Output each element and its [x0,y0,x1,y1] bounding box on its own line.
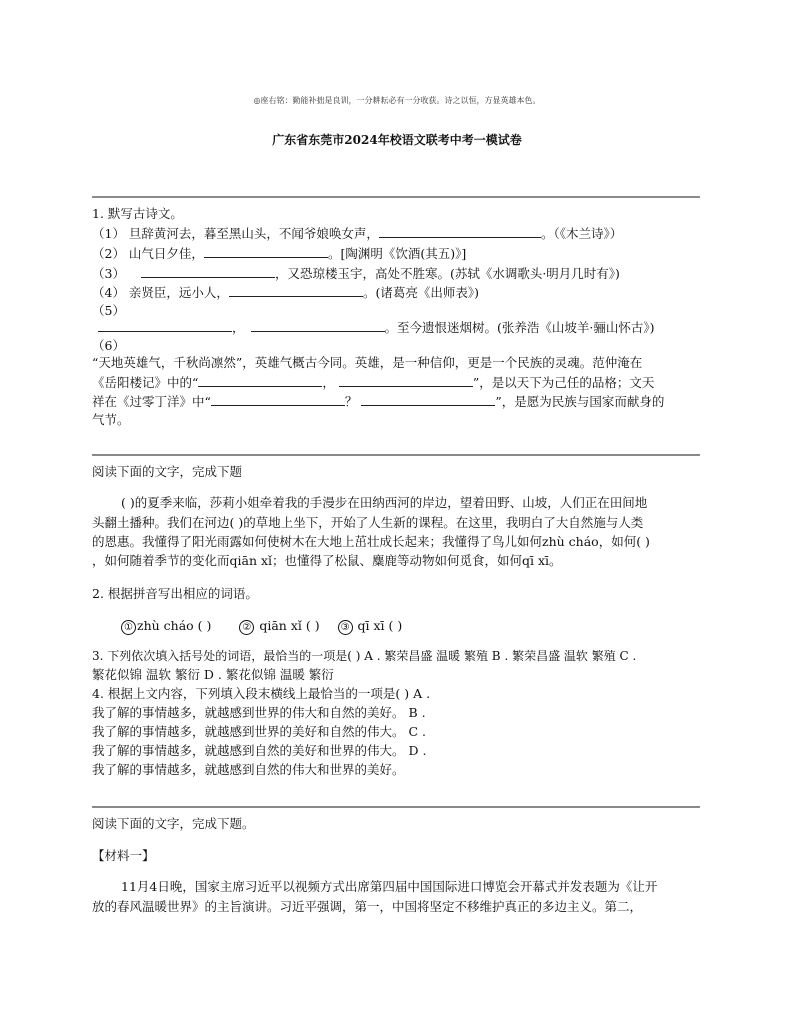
reading1-paragraph-line: ( )的夏季来临，莎莉小姐牵着我的手漫步在田纳西河的岸边，望着田野、山坡，人们正在田间地 [121,495,648,510]
q4-option[interactable]: 我了解的事情越多，就越感到自然的美好和世界的伟大。 D . [92,743,427,758]
reading1-paragraph-line: 的恩惠。我懂得了阳光雨露如何使树木在大地上茁壮成长起来；我懂得了鸟儿如何zhù cháo，如何( ) [92,534,650,549]
circled-number: ② [239,620,254,635]
q1-line-7: “天地英雄气，千秋尚凛然”，英雄气概古今同。英雄，是一种信仰，更是一个民族的灵魂。范仲淹在 [92,355,643,370]
reading1-heading: 阅读下面的文字，完成下题 [92,464,243,479]
q4-option[interactable]: 我了解的事情越多，就越感到世界的伟大和自然的美好。 B . [92,705,426,720]
reading2-heading: 阅读下面的文字，完成下题。 [92,816,255,831]
q1-line-3: （3） ，又恐琼楼玉宇，高处不胜寒。(苏轼《水调歌头·明月几时有》) [92,266,620,281]
circled-number: ① [121,620,136,635]
section-divider [92,806,700,808]
q1-line-8: 《岳阳楼记》中的“ ， ”，是以天下为己任的品格；文天 [92,375,655,390]
answer-blank[interactable] [141,264,275,278]
answer-blank[interactable] [204,244,328,258]
q2-items [121,617,402,635]
circled-number: ③ [338,620,353,635]
answer-blank[interactable] [339,373,473,387]
section-divider [92,454,700,456]
q2-heading: 2. 根据拼音写出相应的词语。 [92,586,258,601]
q2-item-1[interactable]: ① zhù cháo ( ) [121,618,211,633]
q1-line-4: （4） 亲贤臣，远小人， 。(诸葛亮《出师表》) [92,285,479,300]
answer-blank[interactable] [229,283,363,297]
section-divider [92,196,700,198]
q1-line-5: ， 。至今遗恨迷烟树。(张养浩《山坡羊·骊山怀古》) [98,318,655,337]
q4-line-1: 4. 根据上文内容，下列填入段末横线上最恰当的一项是( ) A . [92,686,431,701]
q1-heading: 1. 默写古诗文。 [92,206,183,221]
q1-line-1: （1） 旦辞黄河去，暮至黑山头，不闻爷娘唤女声， 。（《木兰诗》） [92,226,623,241]
material-label: 【材料一】 [92,848,155,863]
reading1-paragraph-line: ，如何随着季节的变化而qiān xǐ；也懂得了松鼠、麋鹿等动物如何觅食，如何qī xī。 [92,553,562,568]
reading2-paragraph-line: 放的春风温暖世界》的主旨演讲。习近平强调，第一，中国将坚定不移维护真正的多边主义。第二， [92,899,643,914]
q1-line-5-label: （5） [92,303,125,318]
answer-blank[interactable] [98,318,232,332]
q2-item-3[interactable]: ③ qī xī ( ) [338,618,403,633]
answer-blank[interactable] [379,224,541,238]
answer-blank[interactable] [361,392,495,406]
q3-line-2: 繁花似锦 温软 繁衍 D . 繁花似锦 温暖 繁衍 [92,667,334,682]
q1-line-10: 气节。 [92,412,130,427]
q4-option[interactable]: 我了解的事情越多，就越感到世界的美好和自然的伟大。 C . [92,724,426,739]
q4-option[interactable]: 我了解的事情越多，就越感到自然的伟大和世界的美好。 [92,762,405,777]
q1-line-2: （2） 山气日夕佳， 。[陶渊明《饮酒(其五)》] [92,246,467,261]
page-title: 广东省东莞市2024年校语文联考中考一模试卷 [272,133,522,147]
q3-line-1: 3. 下列依次填入括号处的词语，最恰当的一项是( ) A . 繁荣昌盛 温暖 繁殖 B . 繁荣昌盛 温软 繁殖 C . [92,649,637,663]
reading1-paragraph-line: 头翻土播种。我们在河边( )的草地上坐下，开始了人生新的课程。在这里，我明白了大自然施与人类 [92,515,644,530]
reading2-paragraph-line: 11月4日晚，国家主席习近平以视频方式出席第四届中国国际进口博览会开幕式并发表题为《让开 [121,879,658,894]
q1-line-9: 祥在《过零丁洋》中“ ？ ”，是愿为民族与国家而献身的 [92,394,665,409]
header-motto: ◎座右铭：勤能补拙是良训，一分耕耘必有一分收获。诗之以恒，方显英雄本色。 [253,96,541,105]
q2-item-2[interactable]: ② qiān xǐ ( ) [239,618,319,633]
answer-blank[interactable] [211,392,345,406]
answer-blank[interactable] [251,318,385,332]
answer-blank[interactable] [198,373,322,387]
q1-line-6-label: （6） [92,338,125,353]
